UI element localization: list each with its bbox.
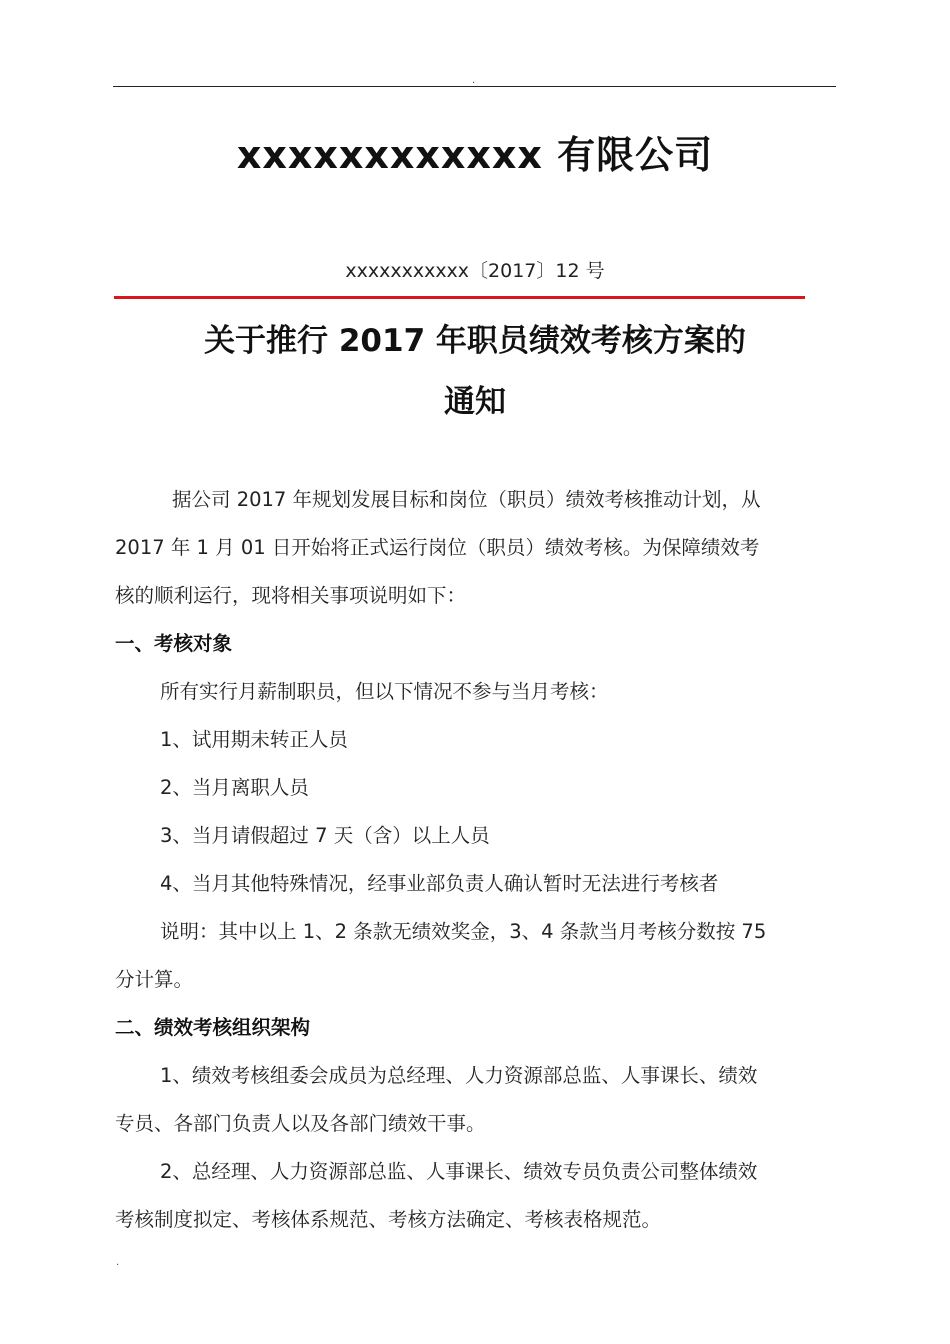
section-1-item-2: 2、当月离职人员: [160, 776, 309, 799]
header-dot: .: [472, 75, 476, 86]
section-1-lead: 所有实行月薪制职员，但以下情况不参与当月考核：: [160, 680, 609, 703]
intro-line-3: 核的顺利运行，现将相关事项说明如下：: [115, 584, 467, 607]
section-2-item-2-line-2: 考核制度拟定、考核体系规范、考核方法确定、考核表格规范。: [115, 1208, 662, 1231]
company-name: xxxxxxxxxxxx 有限公司: [236, 133, 714, 177]
intro-line-1: 据公司 2017 年规划发展目标和岗位（职员）绩效考核推动计划，从: [172, 488, 761, 511]
section-1-item-1: 1、试用期未转正人员: [160, 728, 348, 751]
section-1-note-line-1: 说明：其中以上 1、2 条款无绩效奖金，3、4 条款当月考核分数按 75: [160, 920, 767, 943]
section-2-heading: 二、绩效考核组织架构: [115, 1016, 311, 1039]
section-1-heading: 一、考核对象: [115, 632, 233, 655]
footer-dot: .: [116, 1257, 120, 1268]
section-1-note-line-2: 分计算。: [115, 968, 194, 991]
section-1-item-4: 4、当月其他特殊情况，经事业部负责人确认暂时无法进行考核者: [160, 872, 719, 895]
section-2-item-1-line-2: 专员、各部门负责人以及各部门绩效干事。: [115, 1112, 486, 1135]
header-rule: [113, 86, 836, 87]
intro-line-2: 2017 年 1 月 01 日开始将正式运行岗位（职员）绩效考核。为保障绩效考: [115, 536, 760, 559]
section-2-item-2-line-1: 2、总经理、人力资源部总监、人事课长、绩效专员负责公司整体绩效: [160, 1160, 758, 1183]
notice-title-line-1: 关于推行 2017 年职员绩效考核方案的: [204, 323, 746, 359]
section-2-item-1-line-1: 1、绩效考核组委会成员为总经理、人力资源部总监、人事课长、绩效: [160, 1064, 758, 1087]
red-divider: [114, 296, 805, 299]
document-number: xxxxxxxxxxx〔2017〕12 号: [345, 260, 605, 282]
section-1-item-3: 3、当月请假超过 7 天（含）以上人员: [160, 824, 490, 847]
notice-title-line-2: 通知: [444, 384, 506, 420]
